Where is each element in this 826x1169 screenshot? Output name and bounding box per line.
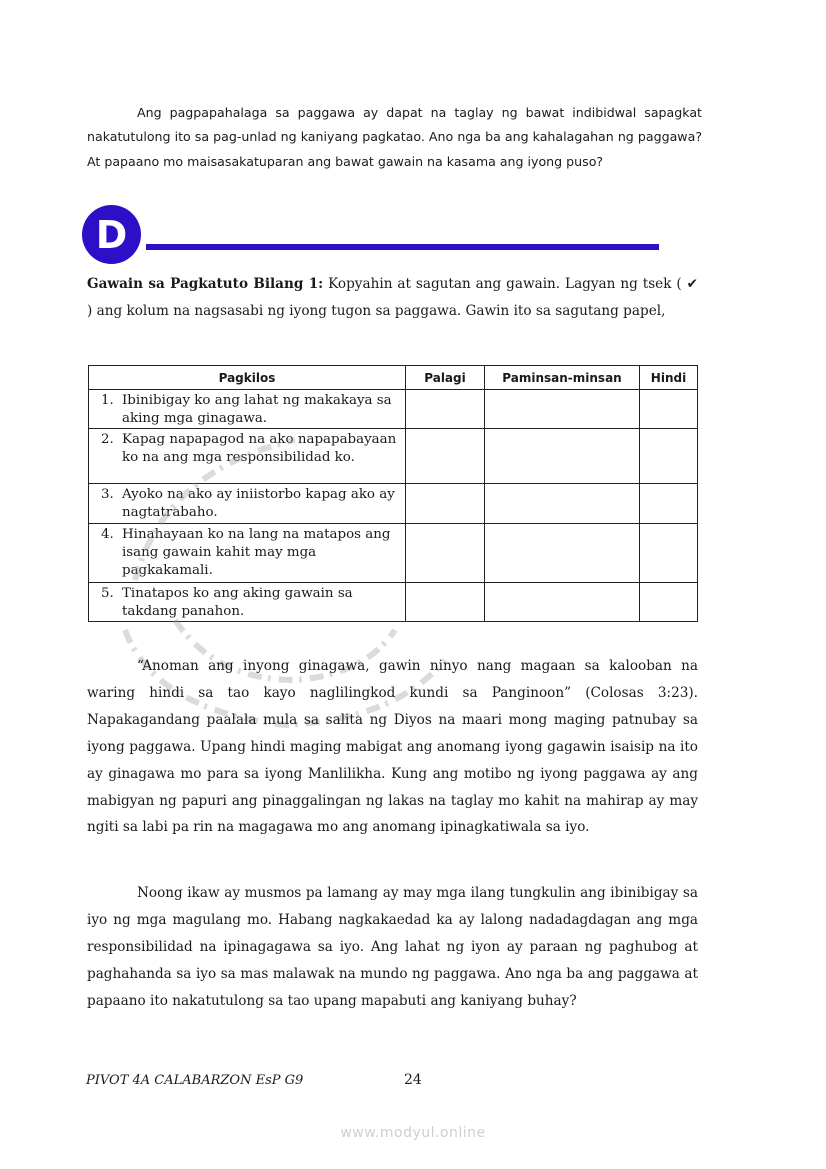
hindi-cell[interactable] bbox=[640, 429, 698, 484]
paminsan-cell[interactable] bbox=[485, 390, 640, 429]
table-row bbox=[89, 484, 698, 524]
header-pagkilos: Pagkilos bbox=[89, 366, 406, 390]
palagi-cell[interactable] bbox=[406, 524, 485, 583]
row-number: 3. bbox=[101, 487, 114, 502]
palagi-cell[interactable] bbox=[406, 484, 485, 524]
table-row bbox=[89, 583, 698, 622]
section-divider bbox=[146, 244, 659, 250]
paminsan-cell[interactable] bbox=[485, 429, 640, 484]
table-row bbox=[89, 390, 698, 429]
row-text: Ibinibigay ko ang lahat ng makakaya sa aking mga ginagawa. bbox=[122, 393, 392, 426]
hindi-cell[interactable] bbox=[640, 484, 698, 524]
row-text: Hinahayaan ko na lang na matapos ang isang gawain kahit may mga pagkakamali. bbox=[122, 527, 391, 578]
row-number: 4. bbox=[101, 527, 114, 542]
quote-paragraph: “Anoman ang inyong ginagawa, gawin ninyo nang magaan sa kalooban na waring hindi sa tao kayo naglilingkod kundi sa Panginoon” (Colosas 3:23). Napakagandang paalala mula sa salita ng Diyos na maari mong maging patnubay sa iyong paggawa. Upang hindi maging mabigat ang anomang iyong gagawin isaisip na ito ay ginagawa mo para sa iyong Manlilikha. Kung ang motibo ng iyong paggawa ay ang mabigyan ng papuri ang pinaggalingan ng lakas na taglay mo kahit na mahirap ay may ngiti sa labi pa rin na magagawa mo ang anomang ipinagkatiwala sa iyo. bbox=[87, 658, 698, 836]
paminsan-cell[interactable] bbox=[485, 583, 640, 622]
palagi-cell[interactable] bbox=[406, 429, 485, 484]
row-action bbox=[89, 583, 406, 622]
table-row bbox=[89, 524, 698, 583]
row-action bbox=[89, 484, 406, 524]
page-number: 24 bbox=[404, 1072, 422, 1088]
footer-label: PIVOT 4A CALABARZON EsP G9 bbox=[86, 1073, 304, 1088]
hindi-cell[interactable] bbox=[640, 583, 698, 622]
section-d-badge: D bbox=[82, 205, 141, 264]
task-text: Kopyahin at sagutan ang gawain. Lagyan ng tsek ( ✔ ) ang kolum na nagsasabi ng iyong tugon sa paggawa. Gawin ito sa sagutang papel, bbox=[87, 276, 699, 319]
response-table bbox=[88, 365, 698, 622]
row-number: 5. bbox=[101, 586, 114, 601]
row-action bbox=[89, 390, 406, 429]
header-paminsan-minsan: Paminsan-minsan bbox=[485, 366, 640, 390]
website-watermark: www.modyul.online bbox=[340, 1125, 486, 1141]
row-number: 2. bbox=[101, 432, 114, 447]
row-text: Kapag napapagod na ako napapabayaan ko na ang mga responsibilidad ko. bbox=[122, 432, 397, 465]
row-number: 1. bbox=[101, 393, 114, 408]
hindi-cell[interactable] bbox=[640, 390, 698, 429]
task-instructions bbox=[87, 271, 698, 325]
row-text: Ayoko na ako ay iniistorbo kapag ako ay nagtatrabaho. bbox=[122, 487, 395, 520]
header-hindi: Hindi bbox=[640, 366, 698, 390]
palagi-cell[interactable] bbox=[406, 390, 485, 429]
musmos-paragraph: Noong ikaw ay musmos pa lamang ay may mga ilang tungkulin ang ibinibigay sa iyo ng mga magulang mo. Habang nagkakaedad ka ay lalong nadadagdagan ang mga responsibilidad na ipinagagawa sa iyo. Ang lahat ng iyon ay paraan ng paghubog at paghahanda sa iyo sa mas malawak na mundo ng paggawa. Ano nga ba ang paggawa at papaano ito nakatutulong sa tao upang mapabuti ang kaniyang buhay? bbox=[87, 885, 698, 1009]
palagi-cell[interactable] bbox=[406, 583, 485, 622]
hindi-cell[interactable] bbox=[640, 524, 698, 583]
task-title: Gawain sa Pagkatuto Bilang 1: bbox=[87, 276, 324, 292]
row-text: Tinatapos ko ang aking gawain sa takdang panahon. bbox=[122, 586, 353, 619]
paminsan-cell[interactable] bbox=[485, 524, 640, 583]
table-header-row bbox=[89, 366, 698, 390]
row-action bbox=[89, 524, 406, 583]
header-palagi: Palagi bbox=[406, 366, 485, 390]
paminsan-cell[interactable] bbox=[485, 484, 640, 524]
table-row bbox=[89, 429, 698, 484]
intro-paragraph: Ang pagpapahalaga sa paggawa ay dapat na taglay ng bawat indibidwal sapagkat nakatutulong ito sa pag-unlad ng kaniyang pagkatao. Ano nga ba ang kahalagahan ng paggawa? At papaano mo maisasakatuparan ang bawat gawain na kasama ang iyong puso? bbox=[87, 105, 702, 169]
row-action bbox=[89, 429, 406, 484]
